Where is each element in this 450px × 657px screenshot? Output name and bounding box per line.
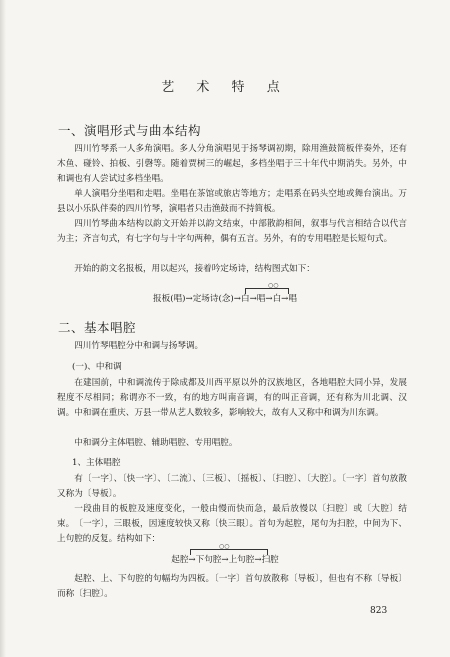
paragraph-script-structure: 四川竹琴曲本结构以韵文开始并以韵文结束，中部散韵相间，叙事与代言相结合以代言为主；齐言句式，有七字句与十字句两种，偶有五言。另外，有的专用唱腔是长短句式。 [57, 219, 407, 244]
page-number: 823 [370, 606, 388, 616]
paragraph-phrase-length: 起腔、上、下句腔的句幅均为四板。〔一字〕首句放散称〔导板〕，但也有不称〔导板〕而称〔扫腔〕。 [57, 574, 407, 599]
paragraph-main-tunes-list: 有〔一字〕、〔快一字〕、〔二流〕、〔三板〕、〔摇板〕、〔扫腔〕、〔大腔〕。〔一字〕首句放散又称为〔导板〕。 [57, 474, 407, 499]
flow-marks: ○○ [219, 543, 230, 550]
flow-marks: ○○ [268, 282, 279, 289]
flow-bracket [245, 288, 289, 294]
paragraph-yizi-structure: 〔一字〕，三眼板，因速度较快又称〔快三眼〕。首句为起腔，尾句为扫腔，中间为下、上句腔的反复。结构如下： [57, 519, 407, 544]
paragraph-zhonghe-types: 中和调分主体唱腔、辅助唱腔、专用唱腔。 [74, 438, 238, 448]
flow-bracket [190, 549, 268, 555]
paragraph-solo-singing: 单人演唱分坐唱和走唱。坐唱在茶馆或旅店等地方；走唱系在码头空地或舞台演出。万县以小乐队伴奏的四川竹琴，演唱者只击渔鼓而不持简板。 [57, 189, 407, 214]
structure-diagram-1 [0, 282, 450, 304]
section-heading-2: 二、基本唱腔 [58, 320, 137, 335]
section-heading-1: 一、演唱形式与曲本结构 [58, 123, 202, 138]
page-title: 艺 术 特 点 [161, 80, 289, 95]
paragraph-opening-verse: 开始的韵文名报板，用以起兴，接着吟定场诗，结构图式如下： [74, 264, 315, 274]
subheading-zhonghe: (一)、中和调 [72, 362, 122, 372]
paragraph-two-tunes: 四川竹琴唱腔分中和调与扬琴调。 [74, 341, 204, 351]
flow-text: 报板(唱)→定场诗(念)→白→唱→白→唱 [153, 294, 297, 304]
structure-diagram-2 [0, 543, 450, 565]
flow-text: 起腔→下句腔→上句腔→扫腔 [171, 555, 279, 565]
paragraph-performance-forms: 四川竹琴系一人多角演唱。多人分角演唱见于扬琴调初期，除用渔鼓简板伴奏外，还有木鱼、碰铃、拍板、引磬等。随着贾树三的崛起，多档坐唱于三十年代中期消失。另外，中和调也有人尝试过多档坐唱。 [57, 144, 407, 184]
subheading-main-tunes: 1、主体唱腔 [72, 458, 121, 468]
paragraph-zhonghe-history: 在建国前，中和调流传于除成都及川西平原以外的汉族地区，各地唱腔大同小异，发展程度不尽相同；称谓亦不一致，有的地方叫南音调，有的叫正音调，还有称为川北调、汉调。中和调在重庆、万县一带从艺人数较多，影响较大，故有人又称中和调为川东调。 [57, 378, 407, 418]
paragraph-tempo-changes: 一段曲目的板腔及速度变化，一般由慢而快而急，最后放慢以〔扫腔〕或〔大腔〕结束。 [57, 504, 407, 529]
